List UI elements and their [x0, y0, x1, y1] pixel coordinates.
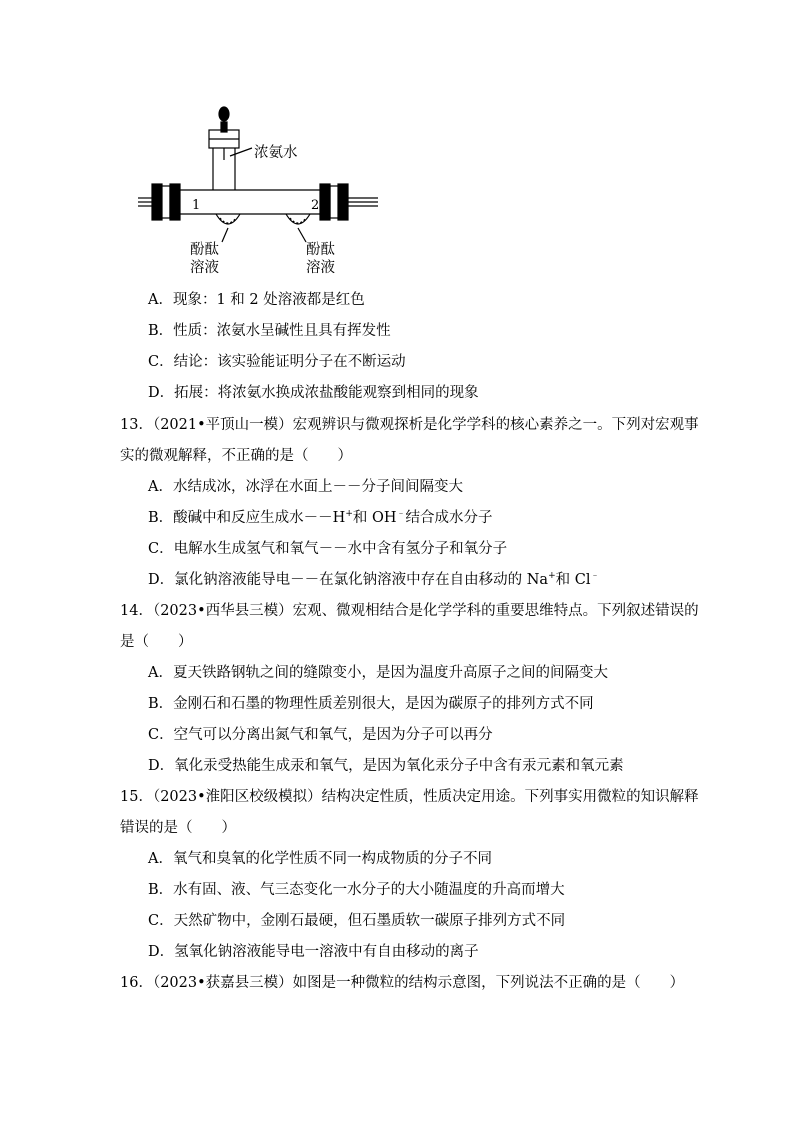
q13-stem-line1: 13．（2021•平顶山一模）宏观辨识与微观探析是化学学科的核心素养之一。下列对宏观事 [120, 417, 699, 433]
q14-option-c: C．空气可以分离出氮气和氧气，是因为分子可以再分 [148, 727, 493, 743]
phenolphthalein-left-label-2: 溶液 [190, 260, 219, 276]
q16-stem-line1: 16．（2023•获嘉县三模）如图是一种微粒的结构示意图，下列说法不正确的是（ ） [120, 975, 685, 991]
q15-stem-line1: 15．（2023•淮阳区校级模拟）结构决定性质，性质决定用途。下列事实用微粒的知识解释 [120, 789, 699, 805]
q12-option-d: D．拓展：将浓氨水换成浓盐酸能观察到相同的现象 [148, 385, 479, 401]
q13-option-b [148, 508, 493, 528]
q13-option-b-sup1: + [345, 509, 353, 520]
phenolphthalein-right-label-1: 酚酞 [306, 242, 335, 258]
position-2-label: 2 [311, 198, 320, 213]
q15-option-d: D．氢氧化钠溶液能导电一溶液中有自由移动的离子 [148, 944, 479, 960]
q14-option-d: D．氧化汞受热能生成汞和氧气，是因为氧化汞分子中含有汞元素和氧元素 [148, 758, 624, 774]
q13-stem-line2: 实的微观解释，不正确的是（ ） [120, 448, 352, 464]
q15-option-b: B．水有固、液、气三态变化一水分子的大小随温度的升高而增大 [148, 882, 565, 898]
q13-option-d-sup1: + [548, 571, 556, 582]
q13-option-a: A．水结成冰，冰浮在水面上－－分子间间隔变大 [148, 479, 463, 495]
position-1-label: 1 [192, 198, 201, 213]
q12-option-a: A．现象：1 和 2 处溶液都是红色 [148, 292, 365, 308]
q14-option-b: B．金刚石和石墨的物理性质差别很大，是因为碳原子的排列方式不同 [148, 696, 594, 712]
q14-option-a: A．夏天铁路钢轨之间的缝隙变小，是因为温度升高原子之间的间隔变大 [148, 665, 608, 681]
q12-option-b: B．性质：浓氨水呈碱性且具有挥发性 [148, 323, 391, 339]
q13-option-d-text2: 和 Cl [555, 572, 591, 588]
concentrated-ammonia-label: 浓氨水 [254, 145, 298, 161]
q13-option-c: C．电解水生成氢气和氧气－－水中含有氢分子和氧分子 [148, 541, 508, 557]
q12-option-c: C．结论：该实验能证明分子在不断运动 [148, 354, 406, 370]
q13-option-b-text1: B．酸碱中和反应生成水－－H [148, 510, 346, 526]
q13-option-b-sup2: ﹣ [396, 509, 406, 520]
q15-option-a: A．氧气和臭氧的化学性质不同一构成物质的分子不同 [148, 851, 492, 867]
q14-stem-line2: 是（ ） [120, 634, 193, 650]
q13-option-d [148, 570, 599, 590]
phenolphthalein-right-label-2: 溶液 [306, 260, 335, 276]
q13-option-d-text1: D．氯化钠溶液能导电－－在氯化钠溶液中存在自由移动的 Na [148, 572, 549, 588]
phenolphthalein-left-label-1: 酚酞 [190, 242, 219, 258]
q13-option-b-text2: 和 OH [352, 510, 397, 526]
q13-option-d-sup2: ﹣ [590, 571, 600, 582]
q15-option-c: C．天然矿物中，金刚石最硬，但石墨质软一碳原子排列方式不同 [148, 913, 566, 929]
q13-option-b-text3: 结合成水分子 [405, 510, 493, 526]
q15-stem-line2: 错误的是（ ） [120, 820, 236, 836]
q14-stem-line1: 14．（2023•西华县三模）宏观、微观相结合是化学学科的重要思维特点。下列叙述错误的 [120, 603, 699, 619]
apparatus-figure [130, 100, 390, 280]
